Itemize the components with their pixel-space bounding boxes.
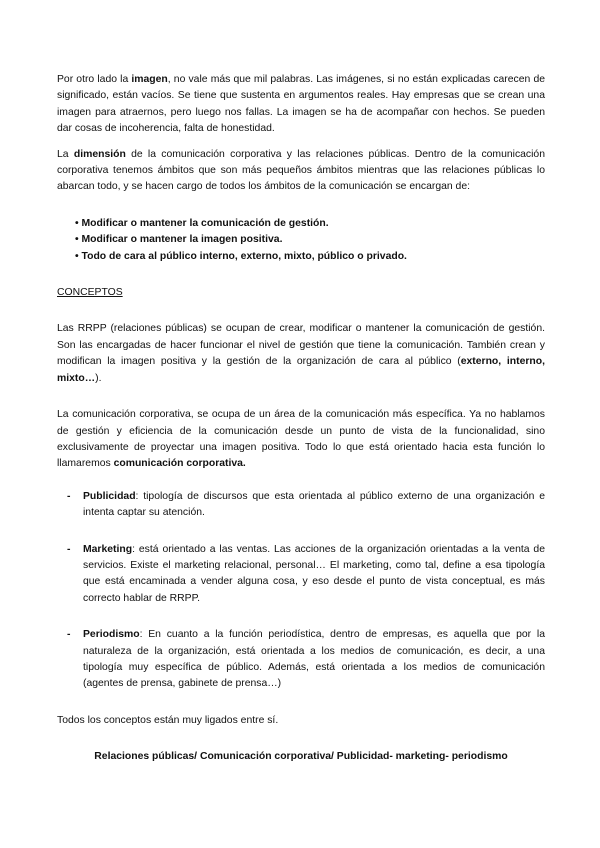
bold-term-comunicacion: comunicación corporativa. — [113, 458, 246, 470]
paragraph-dimension — [57, 147, 545, 196]
dash-item-periodismo: - Periodismo: En cuanto a la función periodística, dentro de empresas, es aquella que por la naturaleza de la organización, está orientada a los medios de comunicación, es decir, a una tipología muy específica de público. Además, está orientada a los medios de comunicación (agentes de prensa, gabinete de prensa…) — [57, 627, 545, 693]
text-run: de la comunicación corporativa y las relaciones públicas. Dentro de la comunicación corporativa tenemos ámbitos que son más pequeños ámbitos mientras que las relaciones públicas lo abarcan todo, y se hacen cargo de todos los ámbitos de la comunicación se encargan de: — [57, 148, 545, 193]
text-run: Las RRPP (relaciones públicas) se ocupan de crear, modificar o mantener la comunicación de gestión. Son las encargadas de hacer funcionar el nivel de gestión que tiene la comunicación. También crean y modifican la imagen positiva y la gestión de la organización de cara al público ( — [57, 323, 545, 368]
bullet-list — [57, 216, 545, 265]
text-run: La comunicación corporativa, se ocupa de un área de la comunicación más específica. Ya no hablamos de gestión y eficiencia de la comunicación desde un punto de vista de la funcionalidad, sino exclusivamente de proyectar una imagen positiva. Todo lo que está orientado hacia esta función lo llamaremos — [57, 409, 545, 470]
paragraph-comunicacion-corporativa — [57, 407, 545, 473]
bullet-item: • Modificar o mantener la imagen positiva. — [75, 234, 283, 246]
dash-marker: - — [67, 629, 71, 641]
term-publicidad: Publicidad — [83, 490, 136, 502]
text-run: Por otro lado la — [57, 74, 132, 85]
bold-term-publico: externo, interno, mixto… — [57, 356, 546, 384]
dash-item-publicidad: - Publicidad: tipología de discursos que esta orientada al público externo de una organización e intenta captar su atención. — [57, 489, 545, 522]
bullet-item: • Todo de cara al público interno, externo, mixto, público o privado. — [75, 250, 407, 262]
bold-term-dimension: dimensión — [73, 148, 126, 160]
dash-marker: - — [67, 490, 71, 502]
text-run: , no vale más que mil palabras. Las imágenes, si no están explicadas carecen de significado, están vacíos. Se tiene que sustenta en argumentos reales. Hay empresas que se crean una imagen para atraernos, pero luego nos fallas. La imagen se ha de acompañar con hechos. Se pueden dar cosas de incoherencia, falta de honestidad. — [57, 74, 545, 135]
bold-term-imagen: imagen — [131, 74, 168, 85]
text-run: La — [57, 148, 74, 160]
bullet-item: • Modificar o mantener la comunicación de gestión. — [75, 217, 329, 229]
text-run: ). — [95, 372, 102, 384]
dash-item-marketing: - Marketing: está orientado a las ventas. Las acciones de la organización orientadas a la venta de servicios. Existe el marketing relacional, personal… El marketing, como tal, define a esa tipología que está encaminada a vender alguna cosa, y eso desde el punto de vista conceptual, es más correcto hablar de RRPP. — [57, 542, 545, 608]
summary-line: Relaciones públicas/ Comunicación corporativa/ Publicidad- marketing- periodismo — [94, 751, 508, 763]
term-marketing: Marketing — [83, 543, 133, 555]
paragraph-imagen — [57, 72, 545, 138]
paragraph-rrpp — [57, 321, 545, 387]
paragraph-conclusion: Todos los conceptos están muy ligados entre sí. — [57, 714, 279, 726]
section-heading: CONCEPTOS — [57, 287, 123, 299]
term-periodismo: Periodismo — [83, 629, 140, 641]
document-page — [57, 72, 545, 766]
dash-marker: - — [67, 543, 71, 555]
